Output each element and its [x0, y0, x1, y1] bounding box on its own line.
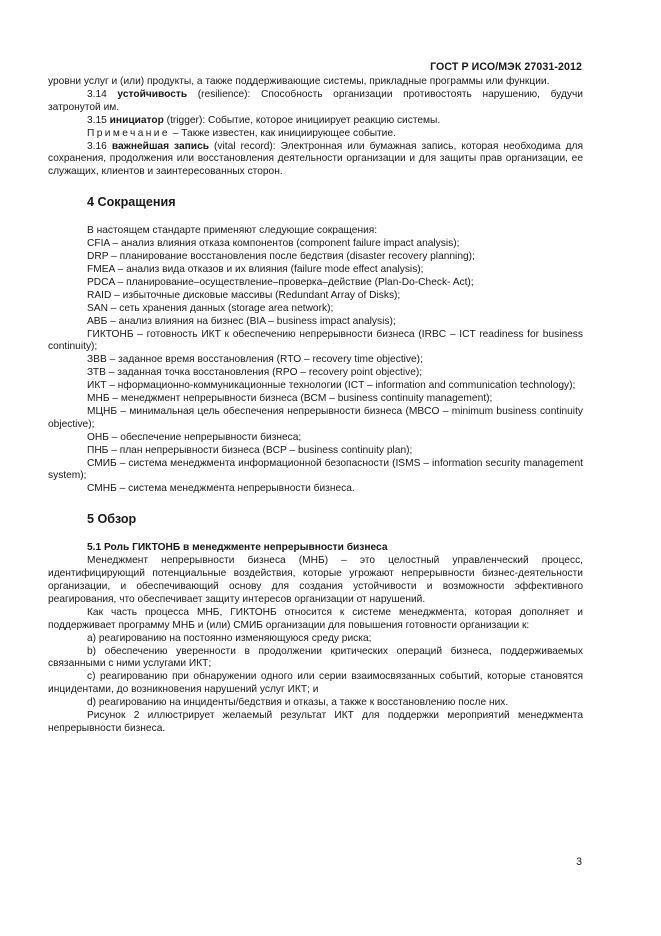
- abbreviation-item: PDCA – планирование–осуществление–проверка–действие (Plan-Do-Check- Act);: [87, 276, 474, 288]
- list-item: a) реагированию на постоянно изменяющуюся среду риска;: [87, 632, 372, 644]
- page-number: 3: [576, 856, 582, 868]
- definition-text: (trigger): Событие, которое инициирует реакцию системы.: [163, 114, 441, 126]
- abbreviation-item: ЗТВ – заданная точка восстановления (RPO – recovery point objective);: [87, 367, 423, 379]
- abbreviation-item: ОНБ – обеспечение непрерывности бизнеса;: [87, 431, 302, 443]
- abbreviation-item: SAN – сеть хранения данных (storage area network);: [87, 302, 334, 314]
- abbreviation-item: АВБ – анализ влияния на бизнес (BIA – business impact analysis);: [87, 315, 396, 327]
- body-paragraph: Менеджмент непрерывности бизнеса (МНБ) – это целостный управленческий процесс, идентифицирующий потенциальные воздействия, которые угрожают непрерывности бизнес-деятельности организации, и обеспечивающий основу для создания устойчивости и возможности эффективного реагирования, что обеспечивает защиту интересов организации от нарушений.: [48, 555, 583, 605]
- definition-3-14: [48, 89, 583, 115]
- list-item: c) реагированию при обнаружении одного или серии взаимосвязанных событий, которые становятся инцидентами, до возникновения нарушений услуг ИКТ; и: [48, 671, 583, 696]
- definition-3-16: [48, 141, 583, 180]
- section-4-heading: 4 Сокращения: [87, 195, 176, 210]
- abbreviation-item: CFIA – анализ влияния отказа компонентов (component failure impact analysis);: [87, 238, 460, 250]
- abbreviation-item: ПНБ – план непрерывности бизнеса (BCP – business continuity plan);: [87, 444, 413, 456]
- intro-continuation: уровни услуг и (или) продукты, а также поддерживающие системы, прикладные программы или функции.: [48, 76, 550, 87]
- closing-paragraph: Рисунок 2 иллюстрирует желаемый результат ИКТ для поддержки мероприятий менеджмента непрерывности бизнеса.: [48, 710, 583, 734]
- abbreviation-item: ЗВВ – заданное время восстановления (RTO – recovery time objective);: [87, 354, 423, 366]
- list-item: d) реагированию на инциденты/бедствия и отказы, а также к восстановлению после них.: [87, 697, 509, 709]
- definition-term: устойчивость: [117, 88, 188, 100]
- body-paragraph: Как часть процесса МНБ, ГИКТОНБ относится к системе менеджмента, которая дополняет и поддерживает программу МНБ и (или) СМИБ организации для повышения готовности организации к:: [48, 606, 583, 631]
- standard-code: ГОСТ Р ИСО/МЭК 27031-2012: [430, 61, 582, 73]
- abbreviation-item: ИКТ – нформационно-коммуникационные технологии (ICT – information and communication technology);: [87, 380, 576, 392]
- definition-number: 3.16: [87, 140, 107, 152]
- abbreviation-item: DRP – планирование восстановления после бедствия (disaster recovery planning);: [87, 251, 475, 263]
- note: [48, 128, 583, 141]
- abbreviation-item: СМНБ – система менеджмента непрерывности бизнеса.: [87, 483, 355, 495]
- abbreviation-item: МНБ – менеджмент непрерывности бизнеса (BCM – business continuity management);: [87, 393, 493, 405]
- abbreviation-item: СМИБ – система менеджмента информационной безопасности (ISMS – information security management system);: [48, 457, 583, 482]
- page-body: [48, 76, 583, 736]
- list-item: b) обеспечению уверенности в продолжении критических операций бизнеса, поддерживаемых связанными с ними услугами ИКТ;: [48, 645, 583, 670]
- definition-text: (vital record): Электронная или бумажная запись, которая необходима для сохранения, продолжения или восстановления деятельности организации и для защиты прав организации, ее служащих, клиентов и заинтересованных сторон.: [48, 140, 583, 178]
- definition-term: инициатор: [109, 114, 164, 126]
- abbreviation-item: МЦНБ – минимальная цель обеспечения непрерывности бизнеса (MBCO – minimum business continuity objective);: [48, 405, 583, 430]
- definition-number: 3.15: [87, 114, 107, 126]
- section-5-heading: 5 Обзор: [87, 512, 137, 527]
- definition-3-15: [48, 115, 583, 128]
- abbreviations-intro: В настоящем стандарте применяют следующие сокращения:: [87, 225, 378, 237]
- subsection-5-1-heading: 5.1 Роль ГИКТОНБ в менеджменте непрерывности бизнеса: [87, 542, 388, 554]
- definition-term: важнейшая запись: [111, 140, 209, 152]
- definition-number: 3.14: [87, 88, 107, 100]
- note-label: Примечание: [87, 127, 170, 139]
- abbreviation-item: FMEA – анализ вида отказов и их влияния (failure mode effect analysis);: [87, 263, 424, 275]
- abbreviation-item: RAID – избыточные дисковые массивы (Redundant Array of Disks);: [87, 289, 401, 301]
- note-text: – Также известен, как инициирующее событие.: [169, 127, 396, 139]
- definition-text: (resilience): Способность организации противостоять нарушению, будучи затронутой им.: [48, 88, 583, 113]
- abbreviation-item: ГИКТОНБ – готовность ИКТ к обеспечению непрерывности бизнеса (IRBC – ICT readiness for business continuity);: [48, 328, 583, 353]
